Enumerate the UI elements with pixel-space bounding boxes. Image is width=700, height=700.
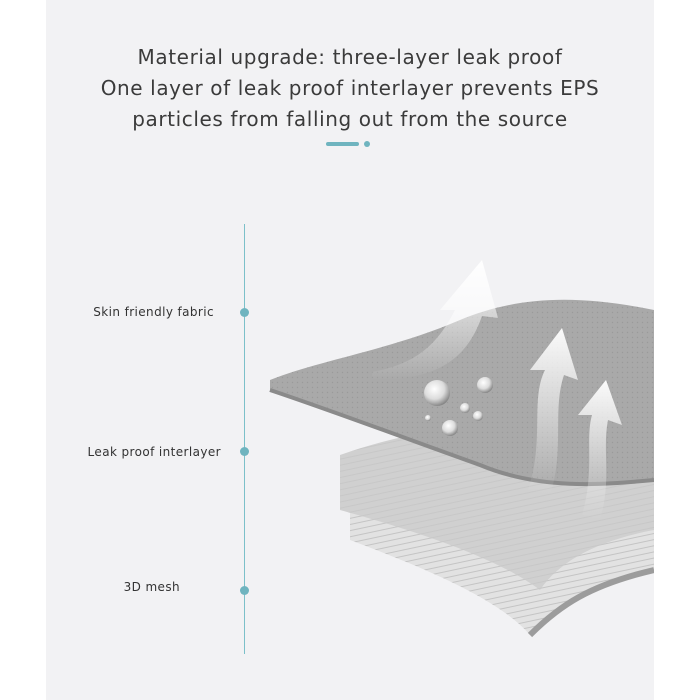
headline-line-2: One layer of leak proof interlayer prevents EPS xyxy=(100,76,600,100)
headline xyxy=(0,42,700,135)
headline-line-3: particles from falling out from the source xyxy=(132,107,568,131)
fabric-layers-illustration xyxy=(260,240,654,650)
layer-label-3d-mesh: 3D mesh xyxy=(123,580,180,594)
accent-dot xyxy=(364,141,370,147)
layer-label-leak-proof: Leak proof interlayer xyxy=(87,445,221,459)
timeline-dot-skin-fabric xyxy=(240,308,249,317)
headline-line-1: Material upgrade: three-layer leak proof xyxy=(137,45,563,69)
timeline-dot-leak-proof xyxy=(240,447,249,456)
accent-dash xyxy=(326,142,359,146)
layer-label-skin-fabric: Skin friendly fabric xyxy=(93,305,214,319)
timeline-dot-3d-mesh xyxy=(240,586,249,595)
